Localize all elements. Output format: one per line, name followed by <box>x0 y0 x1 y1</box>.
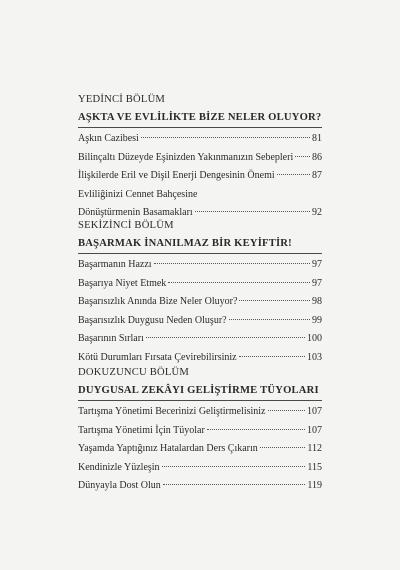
toc-entry <box>78 167 322 186</box>
entry-title: Başarıya Niyet Etmek <box>78 277 167 289</box>
entry-page: 115 <box>307 461 322 473</box>
entry-page: 87 <box>312 170 322 181</box>
chapter-label: SEKİZİNCİ BÖLÜM <box>78 220 174 231</box>
chapter-heading: DUYGUSAL ZEKÂYI GELİŞTİRME TÜYOLARI <box>78 385 319 396</box>
toc-entry <box>78 330 322 349</box>
entry-page: 107 <box>307 424 322 436</box>
heading-rule <box>78 400 322 401</box>
toc-entry <box>78 130 322 149</box>
entry-title: Başarmanın Hazzı <box>78 259 152 270</box>
toc-entry <box>78 440 322 459</box>
entry-page: 107 <box>307 406 322 417</box>
entry-page: 119 <box>307 480 322 491</box>
entry-page: 99 <box>312 314 322 326</box>
entry-title: İlişkilerde Eril ve Dişil Enerji Dengesinin Önemi <box>78 170 275 181</box>
entry-title: Evliliğinizi Cennet Bahçesine <box>78 188 198 200</box>
entry-page: 92 <box>312 207 322 218</box>
dot-leader <box>295 155 310 157</box>
entry-title: Başarının Sırları <box>78 333 144 344</box>
entry-page: 97 <box>312 259 322 270</box>
entry-page: 97 <box>312 277 322 289</box>
dot-leader <box>229 318 310 320</box>
toc-entry <box>78 312 322 331</box>
chapter-label: DOKUZUNCU BÖLÜM <box>78 367 189 378</box>
chapter-heading: AŞKTA VE EVLİLİKTE BİZE NELER OLUYOR? <box>78 112 322 123</box>
entry-title: Yaşamda Yaptığınız Hatalardan Ders Çıkarın <box>78 443 258 454</box>
dot-leader <box>141 136 310 138</box>
toc-entry <box>78 422 322 441</box>
toc-section-8 <box>78 218 322 367</box>
dot-leader <box>239 355 305 357</box>
chapter-label: YEDİNCİ BÖLÜM <box>78 94 166 105</box>
toc-section-7 <box>78 92 322 223</box>
toc-entry <box>78 477 322 496</box>
entry-title: Dünyayla Dost Olun <box>78 480 161 491</box>
toc-entry <box>78 186 322 205</box>
entry-title: Kötü Durumları Fırsata Çevirebilirsiniz <box>78 351 237 363</box>
toc-entry <box>78 293 322 312</box>
heading-rule <box>78 127 322 128</box>
entry-page: 112 <box>307 443 322 454</box>
toc-entry <box>78 149 322 168</box>
entry-page: 81 <box>312 133 322 144</box>
heading-rule <box>78 253 322 254</box>
toc-section-9 <box>78 365 322 496</box>
dot-leader <box>162 465 306 467</box>
dot-leader <box>207 428 305 430</box>
entry-page: 103 <box>307 351 322 363</box>
dot-leader <box>168 281 310 283</box>
entry-title: Kendinizle Yüzleşin <box>78 461 160 473</box>
dot-leader <box>260 446 306 448</box>
dot-leader <box>163 483 306 485</box>
entry-title: Başarısızlık Anında Bize Neler Oluyor? <box>78 296 238 307</box>
dot-leader <box>195 210 310 212</box>
toc-entry <box>78 403 322 422</box>
dot-leader <box>146 336 305 338</box>
entry-title: Başarısızlık Duygusu Neden Oluşur? <box>78 314 227 326</box>
toc-entry <box>78 256 322 275</box>
dot-leader <box>154 262 310 264</box>
entry-title: Aşkın Cazibesi <box>78 133 139 144</box>
toc-entry <box>78 275 322 294</box>
toc-entry <box>78 459 322 478</box>
entry-page: 98 <box>312 296 322 307</box>
dot-leader <box>268 409 306 411</box>
chapter-heading: BAŞARMAK İNANILMAZ BİR KEYİFTİR! <box>78 238 292 249</box>
entry-title: Dönüştürmenin Basamakları <box>78 207 193 218</box>
dot-leader <box>239 299 310 301</box>
entry-title: Bilinçaltı Düzeyde Eşinizden Yakınmanızın Sebepleri <box>78 151 294 163</box>
entry-title: Tartışma Yönetimi Becerinizi Geliştirmelisiniz <box>78 406 266 417</box>
dot-leader <box>277 173 310 175</box>
entry-page: 86 <box>312 151 322 163</box>
entry-page: 100 <box>307 333 322 344</box>
entry-title: Tartışma Yönetimi İçin Tüyolar <box>78 424 205 436</box>
